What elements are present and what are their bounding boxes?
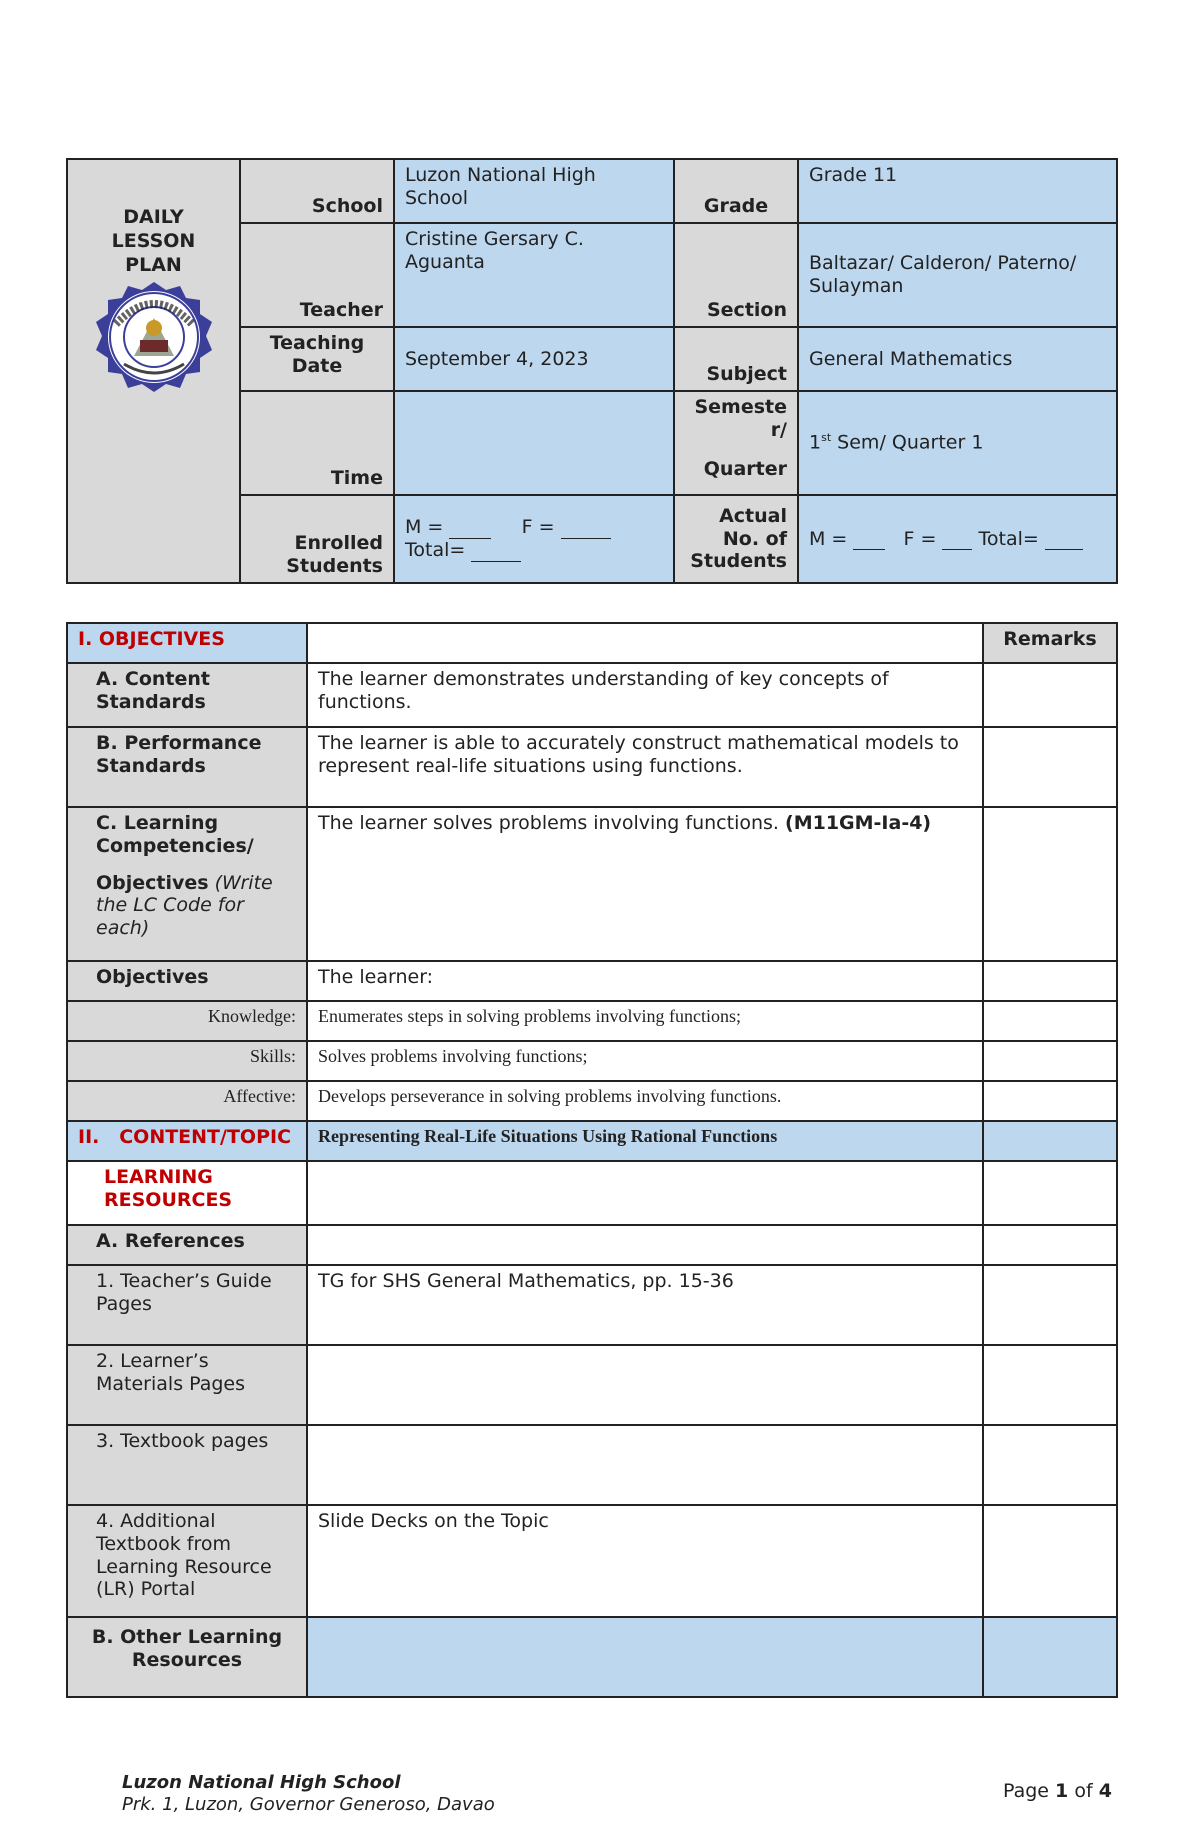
additional-label: 4. Additional Textbook from Learning Resource (LR) Portal — [67, 1505, 307, 1617]
content-topic-remarks — [983, 1121, 1117, 1161]
objectives-remarks — [983, 961, 1117, 1001]
tg-value: TG for SHS General Mathematics, pp. 15-36 — [307, 1265, 983, 1345]
additional-remarks — [983, 1505, 1117, 1617]
page-number — [1003, 1780, 1112, 1802]
school-seal-logo — [90, 278, 218, 396]
enrolled-f: F = — [521, 516, 561, 539]
knowledge-remarks — [983, 1001, 1117, 1041]
remarks-heading: Remarks — [983, 623, 1117, 663]
learning-resources-heading: LEARNING RESOURCES — [67, 1161, 307, 1225]
section-label: Section — [674, 223, 798, 327]
references-label: A. References — [67, 1225, 307, 1265]
textbook-label: 3. Textbook pages — [67, 1425, 307, 1505]
other-resources-value — [307, 1617, 983, 1697]
subject-value: General Mathematics — [798, 327, 1117, 391]
teacher-label: Teacher — [240, 223, 394, 327]
enrolled-m: M = — [405, 516, 450, 539]
performance-standards-value: The learner is able to accurately construct mathematical models to represent real-life situations using functions. — [307, 727, 983, 807]
footer-address: Prk. 1, Luzon, Governor Generoso, Davao — [122, 1793, 495, 1815]
semester-num: 1 — [809, 431, 822, 454]
skills-label: Skills: — [67, 1041, 307, 1081]
objectives-heading-blank — [307, 623, 983, 663]
learning-resources-remarks — [983, 1161, 1117, 1225]
references-remarks — [983, 1225, 1117, 1265]
skills-remarks — [983, 1041, 1117, 1081]
lm-label: 2. Learner’s Materials Pages — [67, 1345, 307, 1425]
textbook-value — [307, 1425, 983, 1505]
objectives-write-label: Objectives — [96, 871, 209, 894]
performance-standards-label: B. Performance Standards — [67, 727, 307, 807]
performance-standards-remarks — [983, 727, 1117, 807]
actual-f: F = — [903, 527, 943, 550]
lm-value — [307, 1345, 983, 1425]
lesson-table — [66, 622, 1118, 1698]
teacher-value: Cristine Gersary C. Aguanta — [394, 223, 674, 327]
affective-label: Affective: — [67, 1081, 307, 1121]
actual-label: Actual No. of Students — [674, 495, 798, 583]
semester-label-line-2: Quarter — [703, 457, 787, 480]
dlp-title — [78, 206, 229, 277]
learning-competencies-line: C. Learning Competencies/ — [96, 812, 254, 857]
content-topic-text: CONTENT/TOPIC — [119, 1126, 292, 1148]
header-table — [66, 158, 1118, 584]
page-of: of — [1068, 1780, 1099, 1802]
footer — [122, 1772, 495, 1815]
semester-label — [674, 391, 798, 495]
textbook-remarks — [983, 1425, 1117, 1505]
objectives-write-italic: (Write the LC Code for each) — [96, 871, 273, 940]
page-total: 4 — [1098, 1780, 1112, 1802]
dlp-title-line-3: PLAN — [125, 253, 182, 276]
logo-cell — [67, 159, 240, 583]
page-current: 1 — [1055, 1780, 1069, 1802]
actual-total: Total= — [978, 527, 1045, 550]
affective-remarks — [983, 1081, 1117, 1121]
subject-label: Subject — [674, 327, 798, 391]
references-value — [307, 1225, 983, 1265]
lc-code: (M11GM-Ia-4) — [785, 812, 932, 834]
objectives-label: Objectives — [67, 961, 307, 1001]
content-topic-heading — [67, 1121, 307, 1161]
semester-rest: Sem/ Quarter 1 — [831, 431, 984, 454]
dlp-title-line-1: DAILY — [123, 206, 184, 228]
dlp-title-line-2: LESSON — [111, 229, 196, 252]
content-topic-num: II. — [78, 1126, 100, 1148]
knowledge-value: Enumerates steps in solving problems involving functions; — [307, 1001, 983, 1041]
time-value — [394, 391, 674, 495]
affective-value: Develops perseverance in solving problems involving functions. — [307, 1081, 983, 1121]
footer-school: Luzon National High School — [122, 1772, 401, 1793]
grade-value: Grade 11 — [798, 159, 1117, 223]
learning-resources-blank — [307, 1161, 983, 1225]
tg-remarks — [983, 1265, 1117, 1345]
additional-value: Slide Decks on the Topic — [307, 1505, 983, 1617]
enrolled-value — [394, 495, 674, 583]
semester-value — [798, 391, 1117, 495]
page-prefix: Page — [1003, 1780, 1056, 1802]
enrolled-label: Enrolled Students — [240, 495, 394, 583]
learning-competencies-label — [67, 807, 307, 961]
semester-sup: st — [821, 431, 832, 445]
objectives-heading: I. OBJECTIVES — [67, 623, 307, 663]
skills-value: Solves problems involving functions; — [307, 1041, 983, 1081]
grade-label: Grade — [674, 159, 798, 223]
lm-remarks — [983, 1345, 1117, 1425]
content-standards-remarks — [983, 663, 1117, 727]
teaching-date-value: September 4, 2023 — [394, 327, 674, 391]
learning-competencies-remarks — [983, 807, 1117, 961]
actual-value — [798, 495, 1117, 583]
other-resources-label: B. Other Learning Resources — [67, 1617, 307, 1697]
other-resources-remarks — [983, 1617, 1117, 1697]
section-value: Baltazar/ Calderon/ Paterno/ Sulayman — [798, 223, 1117, 327]
learning-competencies-value — [307, 807, 983, 961]
learning-competencies-text: The learner solves problems involving functions. — [318, 812, 786, 834]
content-standards-value: The learner demonstrates understanding of key concepts of functions. — [307, 663, 983, 727]
content-topic-value: Representing Real-Life Situations Using Rational Functions — [307, 1121, 983, 1161]
school-label: School — [240, 159, 394, 223]
enrolled-total: Total= — [405, 539, 472, 561]
knowledge-label: Knowledge: — [67, 1001, 307, 1041]
objectives-value: The learner: — [307, 961, 983, 1001]
content-standards-label: A. Content Standards — [67, 663, 307, 727]
tg-label: 1. Teacher’s Guide Pages — [67, 1265, 307, 1345]
teaching-date-label: Teaching Date — [240, 327, 394, 391]
actual-m: M = — [809, 527, 854, 550]
semester-label-line-1: Semeste r/ — [694, 396, 787, 441]
school-value: Luzon National High School — [394, 159, 674, 223]
time-label: Time — [240, 391, 394, 495]
